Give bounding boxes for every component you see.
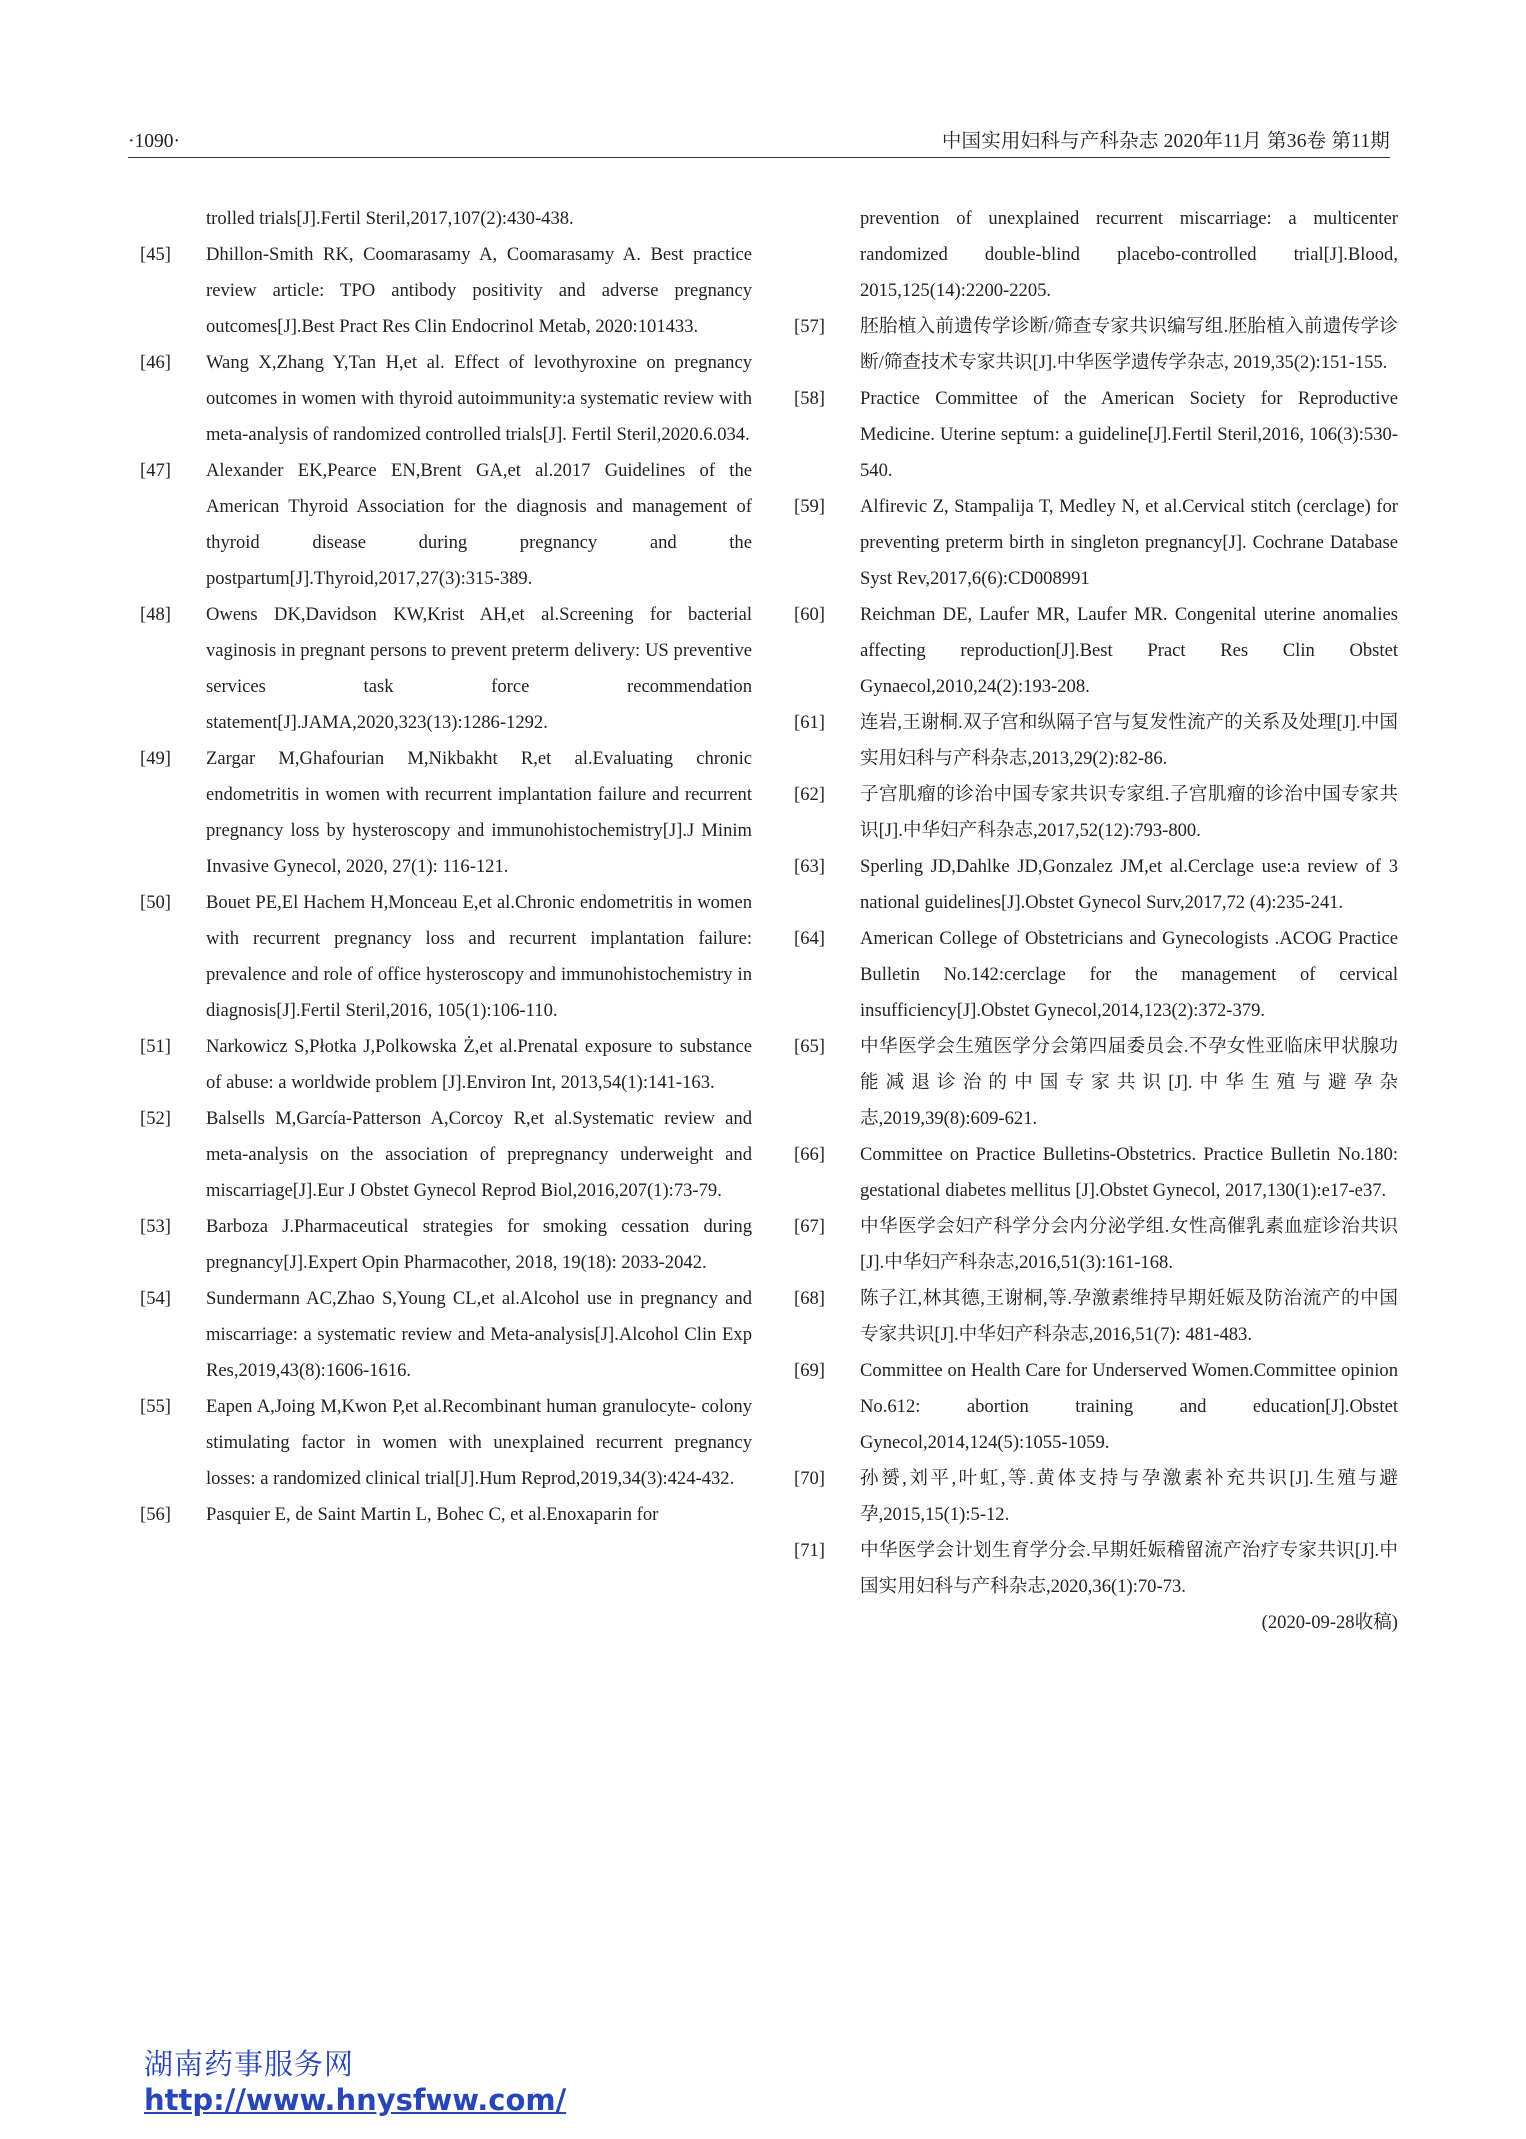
reference-number: [65] <box>794 1036 825 1057</box>
reference-text: Committee on Practice Bulletins-Obstetrics. Practice Bulletin No.180: gestational diabetes mellitus [J].Obstet Gynecol, 2017,130(1):e17-e37. <box>860 1144 1398 1201</box>
reference-item <box>794 705 1398 777</box>
reference-text: Sperling JD,Dahlke JD,Gonzalez JM,et al.Cerclage use:a review of 3 national guidelines[J].Obstet Gynecol Surv,2017,72 (4):235-241. <box>860 856 1398 913</box>
reference-number: [64] <box>794 928 825 949</box>
reference-text: Dhillon-Smith RK, Coomarasamy A, Coomarasamy A. Best practice review article: TPO antibody positivity and adverse pregnancy outcomes[J].Best Pract Res Clin Endocrinol Metab, 2020:101433. <box>206 244 752 337</box>
reference-text: Narkowicz S,Płotka J,Polkowska Ż,et al.Prenatal exposure to substance of abuse: a worldwide problem [J].Environ Int, 2013,54(1):141-163. <box>206 1036 752 1093</box>
reference-text: trolled trials[J].Fertil Steril,2017,107(2):430-438. <box>206 208 574 229</box>
reference-item <box>794 597 1398 705</box>
reference-text: Pasquier E, de Saint Martin L, Bohec C, et al.Enoxaparin for <box>206 1504 659 1525</box>
reference-text: Balsells M,García-Patterson A,Corcoy R,et al.Systematic review and meta-analysis on the association of prepregnancy underweight and miscarriage[J].Eur J Obstet Gynecol Reprod Biol,2016,207(1):73-79. <box>206 1108 752 1201</box>
reference-number: [59] <box>794 496 825 517</box>
reference-number: [57] <box>794 316 825 337</box>
reference-item <box>794 489 1398 597</box>
reference-item <box>140 885 752 1029</box>
journal-title: 中国实用妇科与产科杂志 2020年11月 第36卷 第11期 <box>941 131 1390 152</box>
reference-item <box>794 1029 1398 1137</box>
reference-item <box>140 1389 752 1497</box>
reference-number: [48] <box>140 604 171 625</box>
reference-item <box>794 1209 1398 1281</box>
page-number: ·1090· <box>128 131 180 152</box>
reference-number: [61] <box>794 712 825 733</box>
reference-item <box>794 849 1398 921</box>
reference-number: [66] <box>794 1144 825 1165</box>
reference-item <box>794 777 1398 849</box>
reference-number: [67] <box>794 1216 825 1237</box>
reference-number: [46] <box>140 352 171 373</box>
reference-item <box>794 1281 1398 1353</box>
reference-item <box>794 921 1398 1029</box>
reference-number: [56] <box>140 1504 171 1525</box>
reference-number: [63] <box>794 856 825 877</box>
reference-item <box>794 201 1398 309</box>
reference-text: Sundermann AC,Zhao S,Young CL,et al.Alcohol use in pregnancy and miscarriage: a systematic review and Meta-analysis[J].Alcohol Clin Exp Res,2019,43(8):1606-1616. <box>206 1288 752 1381</box>
reference-text: 中华医学会妇产科学分会内分泌学组.女性高催乳素血症诊治共识[J].中华妇产科杂志,2016,51(3):161-168. <box>860 1216 1398 1273</box>
reference-item <box>140 1281 752 1389</box>
reference-text: 子宫肌瘤的诊治中国专家共识专家组.子宫肌瘤的诊治中国专家共识[J].中华妇产科杂志,2017,52(12):793-800. <box>860 784 1398 841</box>
reference-item <box>140 1209 752 1281</box>
reference-number: [60] <box>794 604 825 625</box>
reference-text: 连岩,王谢桐.双子宫和纵隔子宫与复发性流产的关系及处理[J].中国实用妇科与产科杂志,2013,29(2):82-86. <box>860 712 1398 769</box>
reference-text: prevention of unexplained recurrent miscarriage: a multicenter randomized double-blind placebo-controlled trial[J].Blood, 2015,125(14):2200-2205. <box>860 208 1398 301</box>
reference-text: 孙赟,刘平,叶虹,等.黄体支持与孕激素补充共识[J].生殖与避孕,2015,15(1):5-12. <box>860 1468 1398 1525</box>
reference-number: [53] <box>140 1216 171 1237</box>
reference-text: Eapen A,Joing M,Kwon P,et al.Recombinant human granulocyte- colony stimulating factor in women with unexplained recurrent pregnancy losses: a randomized clinical trial[J].Hum Reprod,2019,34(3):424-432. <box>206 1396 752 1489</box>
reference-number: [69] <box>794 1360 825 1381</box>
watermark <box>144 2046 566 2118</box>
reference-number: [62] <box>794 784 825 805</box>
reference-list-left <box>140 201 752 1533</box>
reference-item <box>794 1461 1398 1533</box>
reference-number: [50] <box>140 892 171 913</box>
received-date: (2020-09-28收稿) <box>1261 1612 1398 1633</box>
reference-item <box>794 381 1398 489</box>
reference-number: [45] <box>140 244 171 265</box>
reference-text: 中华医学会计划生育学分会.早期妊娠稽留流产治疗专家共识[J].中国实用妇科与产科杂志,2020,36(1):70-73. <box>860 1540 1398 1597</box>
reference-list-right <box>794 201 1398 1641</box>
watermark-url-link[interactable]: http://www.hnysfww.com/ <box>144 2083 567 2117</box>
reference-item <box>140 741 752 885</box>
reference-item <box>140 1029 752 1101</box>
page-header <box>128 124 1390 158</box>
reference-item <box>794 1137 1398 1209</box>
reference-number: [58] <box>794 388 825 409</box>
reference-number: [55] <box>140 1396 171 1417</box>
reference-text: Alfirevic Z, Stampalija T, Medley N, et al.Cervical stitch (cerclage) for preventing preterm birth in singleton pregnancy[J]. Cochrane Database Syst Rev,2017,6(6):CD008991 <box>860 496 1398 589</box>
reference-text: Committee on Health Care for Underserved Women.Committee opinion No.612: abortion training and education[J].Obstet Gynecol,2014,124(5):1055-1059. <box>860 1360 1398 1453</box>
reference-item <box>140 201 752 237</box>
reference-text: 中华医学会生殖医学分会第四届委员会.不孕女性亚临床甲状腺功能减退诊治的中国专家共识[J].中华生殖与避孕杂志,2019,39(8):609-621. <box>860 1036 1398 1129</box>
reference-text: Reichman DE, Laufer MR, Laufer MR. Congenital uterine anomalies affecting reproduction[J].Best Pract Res Clin Obstet Gynaecol,2010,24(2):193-208. <box>860 604 1398 697</box>
reference-item <box>140 1101 752 1209</box>
reference-item <box>794 309 1398 381</box>
reference-item <box>140 237 752 345</box>
reference-text: 胚胎植入前遗传学诊断/筛查专家共识编写组.胚胎植入前遗传学诊断/筛查技术专家共识[J].中华医学遗传学杂志, 2019,35(2):151-155. <box>860 316 1398 373</box>
reference-number: [71] <box>794 1540 825 1561</box>
reference-number: [52] <box>140 1108 171 1129</box>
reference-item <box>140 453 752 597</box>
reference-number: [47] <box>140 460 171 481</box>
reference-text: Practice Committee of the American Society for Reproductive Medicine. Uterine septum: a guideline[J].Fertil Steril,2016, 106(3):530-540. <box>860 388 1398 481</box>
reference-item <box>140 345 752 453</box>
reference-text: Zargar M,Ghafourian M,Nikbakht R,et al.Evaluating chronic endometritis in women with recurrent implantation failure and recurrent pregnancy loss by hysteroscopy and immunohistochemistry[J].J Minim Invasive Gynecol, 2020, 27(1): 116-121. <box>206 748 752 877</box>
reference-text: Alexander EK,Pearce EN,Brent GA,et al.2017 Guidelines of the American Thyroid Association for the diagnosis and management of thyroid disease during pregnancy and the postpartum[J].Thyroid,2017,27(3):315-389. <box>206 460 752 589</box>
reference-item <box>794 1533 1398 1605</box>
reference-item <box>140 597 752 741</box>
reference-number: [70] <box>794 1468 825 1489</box>
reference-text: Owens DK,Davidson KW,Krist AH,et al.Screening for bacterial vaginosis in pregnant persons to prevent preterm delivery: US preventive services task force recommendation statement[J].JAMA,2020,323(13):1286-1292. <box>206 604 752 733</box>
reference-item <box>140 1497 752 1533</box>
reference-number: [68] <box>794 1288 825 1309</box>
watermark-site-name: 湖南药事服务网 <box>144 2047 355 2081</box>
reference-text: Barboza J.Pharmaceutical strategies for smoking cessation during pregnancy[J].Expert Opin Pharmacother, 2018, 19(18): 2033-2042. <box>206 1216 752 1273</box>
reference-text: 陈子江,林其德,王谢桐,等.孕激素维持早期妊娠及防治流产的中国专家共识[J].中华妇产科杂志,2016,51(7): 481-483. <box>860 1288 1398 1345</box>
reference-text: Wang X,Zhang Y,Tan H,et al. Effect of levothyroxine on pregnancy outcomes in women with thyroid autoimmunity:a systematic review with meta-analysis of randomized controlled trials[J]. Fertil Steril,2020.6.034. <box>206 352 752 445</box>
reference-text: Bouet PE,El Hachem H,Monceau E,et al.Chronic endometritis in women with recurrent pregnancy loss and recurrent implantation failure: prevalence and role of office hysteroscopy and immunohistochemistry in diagnosis[J].Fertil Steril,2016, 105(1):106-110. <box>206 892 752 1021</box>
reference-number: [54] <box>140 1288 171 1309</box>
reference-text: American College of Obstetricians and Gynecologists .ACOG Practice Bulletin No.142:cerclage for the management of cervical insufficiency[J].Obstet Gynecol,2014,123(2):372-379. <box>860 928 1398 1021</box>
reference-number: [51] <box>140 1036 171 1057</box>
reference-item <box>794 1353 1398 1461</box>
reference-number: [49] <box>140 748 171 769</box>
